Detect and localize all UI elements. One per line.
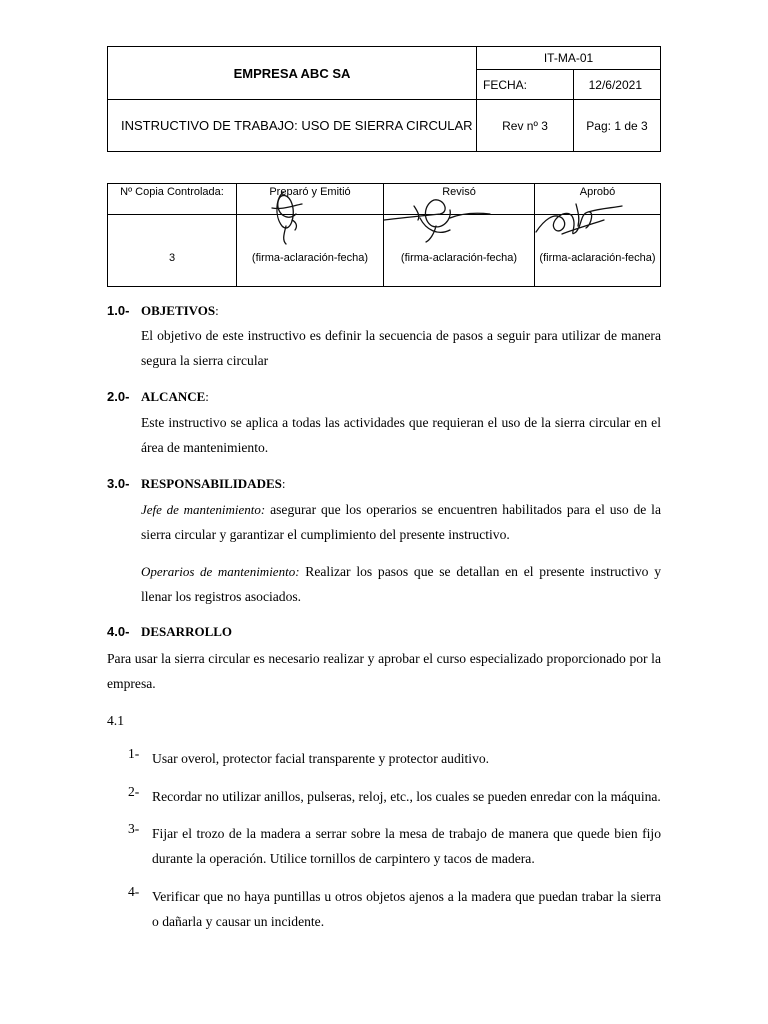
section-4-title: DESARROLLO: [141, 624, 233, 639]
step-3-text: Fijar el trozo de la madera a serrar sobre la mesa de trabajo de manera que quede bien fijo durante la operación. Utilice tornillos de carpintero y tacos de madera.: [152, 826, 661, 866]
section-4-intro: Para usar la sierra circular es necesario realizar y aprobar el curso especializado proporcionado por la empresa.: [107, 651, 661, 691]
date-value: 12/6/2021: [574, 70, 661, 100]
section-1-text: El objetivo de este instructivo es definir la secuencia de pasos a seguir para utilizar de manera segura la sierra circular: [141, 328, 661, 368]
section-4-heading: [107, 624, 232, 640]
section-4-number: 4.0-: [107, 624, 130, 639]
jefe-label: Jefe de mantenimiento:: [141, 502, 266, 517]
step-2-text: Recordar no utilizar anillos, pulseras, reloj, etc., los cuales se pueden enredar con la máquina.: [152, 789, 661, 804]
jefe-text: asegurar que los operarios se encuentren habilitados para el uso de la sierra circular y garantizar el cumplimiento del presente instructivo.: [141, 502, 661, 542]
prepared-header: Preparó y Emitió: [237, 184, 384, 215]
section-3-title: RESPONSABILIDADES: [141, 476, 282, 491]
operarios-label: Operarios de mantenimiento:: [141, 564, 300, 579]
copy-number-value: 3: [108, 215, 237, 287]
section-3-jefe-paragraph: [141, 497, 661, 547]
step-1-text: Usar overol, protector facial transparente y protector auditivo.: [152, 751, 490, 766]
step-1-number: 1-: [128, 746, 140, 761]
section-2-heading: 2.0- ALCANCE:: [107, 389, 209, 404]
document-title: INSTRUCTIVO DE TRABAJO: USO DE SIERRA CIRCULAR: [108, 100, 477, 152]
step-4-text: Verificar que no haya puntillas u otros objetos ajenos a la madera que puedan trabar la sierra o dañarla y causar un incidente.: [152, 889, 661, 929]
step-3-number: 3-: [128, 821, 140, 836]
reviewed-header: Revisó: [384, 184, 535, 215]
section-3-heading: 3.0- RESPONSABILIDADES:: [107, 476, 286, 491]
page-number: Pag: 1 de 3: [574, 100, 661, 152]
company-name: EMPRESA ABC SA: [108, 47, 477, 100]
revision-number: Rev nº 3: [477, 100, 574, 152]
approved-signature-caption: (firma-aclaración-fecha): [535, 215, 661, 287]
step-2-number: 2-: [128, 784, 140, 799]
subsection-number: 4.1: [107, 713, 124, 728]
document-code: IT-MA-01: [477, 47, 661, 70]
reviewed-signature-caption: (firma-aclaración-fecha): [384, 215, 535, 287]
section-2-title: ALCANCE: [141, 389, 206, 404]
operarios-text: Realizar los pasos que se detallan en el presente instructivo y llenar los registros asociados.: [141, 564, 662, 604]
section-2-number: 2.0-: [107, 389, 130, 404]
section-3-operarios-paragraph: [141, 559, 661, 609]
step-4-number: 4-: [128, 884, 140, 899]
document-header-table: [107, 46, 661, 152]
approvals-table: [107, 183, 661, 287]
section-2-text: Este instructivo se aplica a todas las actividades que requieran el uso de la sierra circular en el área de mantenimiento.: [141, 415, 661, 455]
section-1-number: 1.0-: [107, 303, 130, 318]
date-label: FECHA:: [477, 70, 574, 100]
section-1-heading: 1.0- OBJETIVOS:: [107, 303, 219, 318]
copy-number-header: Nº Copia Controlada:: [108, 184, 237, 215]
prepared-signature-caption: (firma-aclaración-fecha): [237, 215, 384, 287]
approved-header: Aprobó: [535, 184, 661, 215]
section-1-title: OBJETIVOS: [141, 303, 216, 318]
section-3-number: 3.0-: [107, 476, 130, 491]
